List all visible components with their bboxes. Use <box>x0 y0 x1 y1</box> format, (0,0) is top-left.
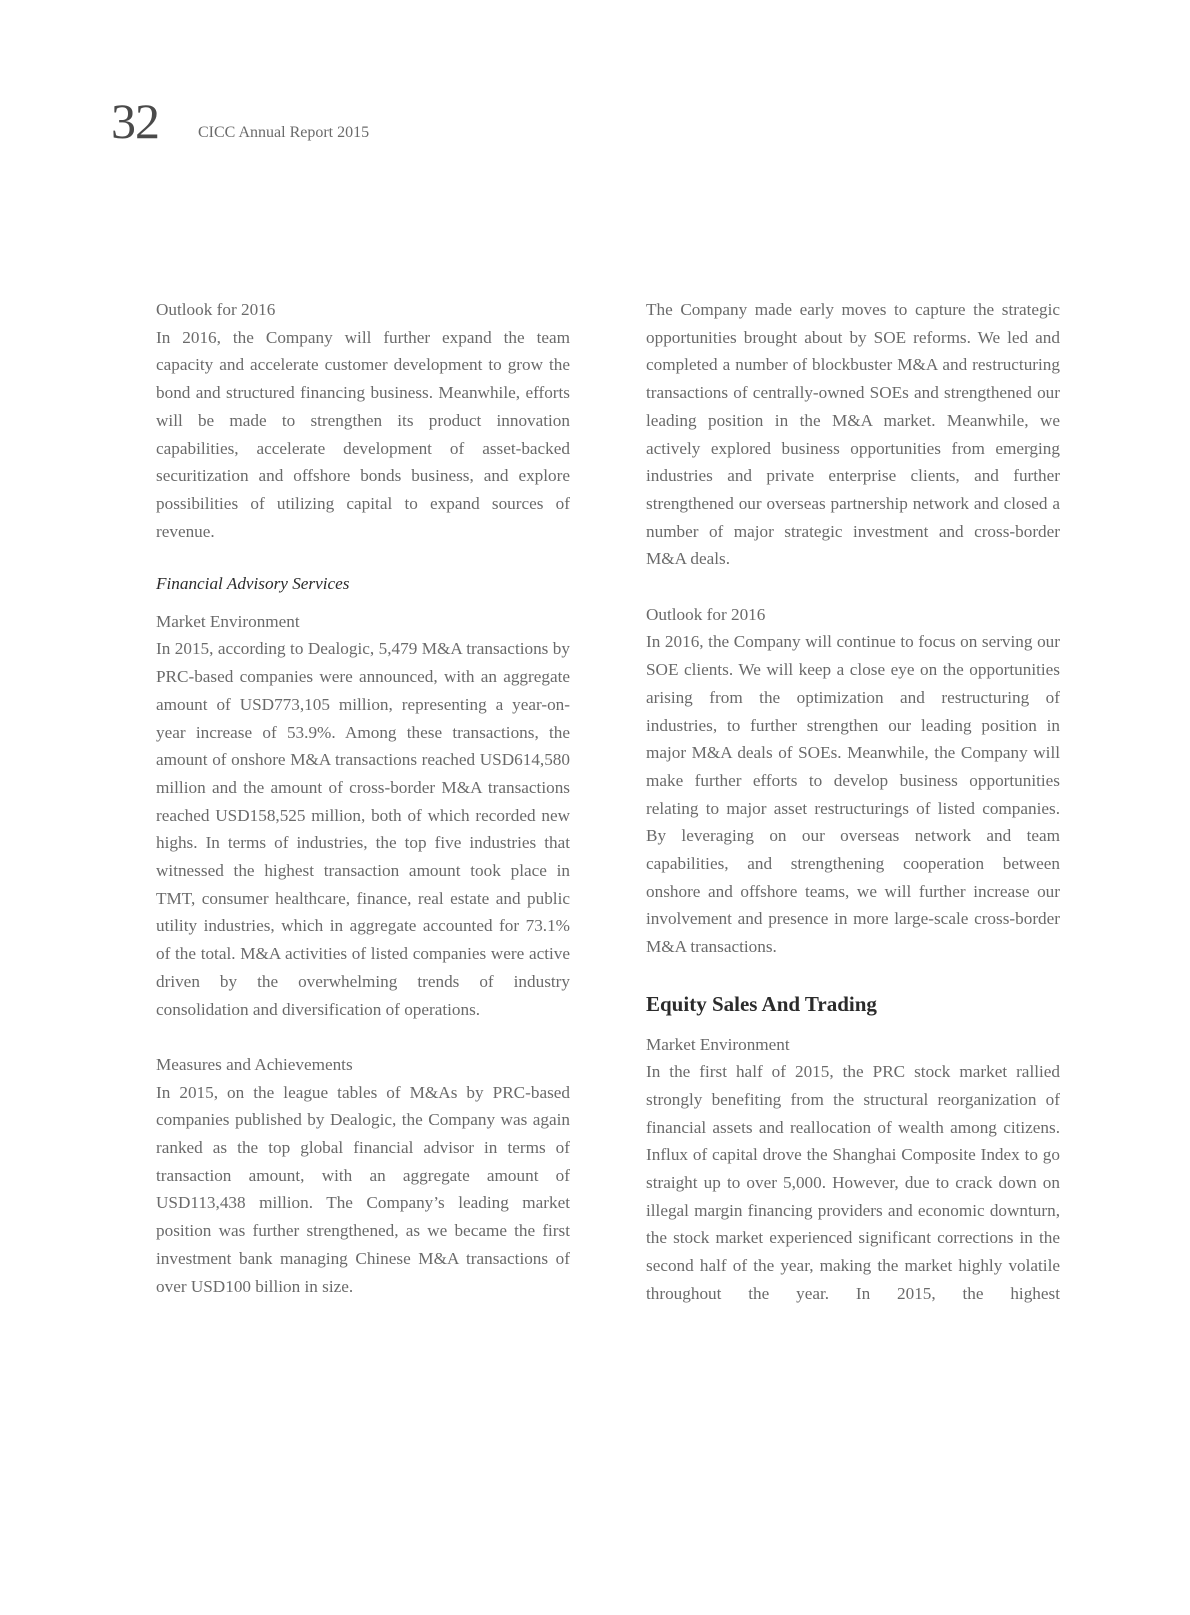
outlook-2016-b-section <box>646 601 1060 961</box>
measures-section <box>156 1051 570 1300</box>
es-market-environment-paragraph: In the first half of 2015, the PRC stock market rallied strongly benefiting from the structural reorganization of financial assets and reallocation of wealth among citizens. Influx of capital drove the Shanghai Composite Index to go straight up to over 5,000. However, due to crack down on illegal margin financing providers and economic downturn, the stock market experienced significant corrections in the second half of the year, making the market highly volatile throughout the year. In 2015, the highest <box>646 1062 1060 1303</box>
es-market-environment-section <box>646 1031 1060 1308</box>
outlook-2016-subheading: Outlook for 2016 <box>156 300 276 319</box>
left-column <box>156 296 570 1328</box>
outlook-2016-section <box>156 296 570 545</box>
outlook-2016-b-paragraph: In 2016, the Company will continue to focus on serving our SOE clients. We will keep a close eye on the opportunities arising from the optimization and restructuring of industries, to further strengthen our leading position in major M&A deals of SOEs. Meanwhile, the Company will make further efforts to develop business opportunities relating to major asset restructurings of listed companies. By leveraging on our overseas network and team capabilities, and strengthening cooperation between onshore and offshore teams, we will further increase our involvement and presence in more large-scale cross-border M&A transactions. <box>646 632 1060 957</box>
financial-advisory-heading: Financial Advisory Services <box>156 574 350 594</box>
continued-section <box>646 296 1060 573</box>
outlook-2016-b-subheading: Outlook for 2016 <box>646 604 766 624</box>
measures-subheading: Measures and Achievements <box>156 1054 353 1074</box>
continued-paragraph: The Company made early moves to capture the strategic opportunities brought about by SOE reforms. We led and completed a number of blockbuster M&A and restructuring transactions of centrally-owned SOEs and strengthened our leading position in the M&A market. Meanwhile, we actively explored business opportunities from emerging industries and private enterprise clients, and further strengthened our overseas partnership network and closed a number of major strategic investment and cross-border M&A deals. <box>646 300 1060 569</box>
fa-market-environment-section <box>156 608 570 1024</box>
fa-market-environment-paragraph: In 2015, according to Dealogic, 5,479 M&A transactions by PRC-based companies were announced, with an aggregate amount of USD773,105 million, representing a year-on-year increase of 53.9%. Among these transactions, the amount of onshore M&A transactions reached USD614,580 million and the amount of cross-border M&A transactions reached USD158,525 million, both of which recorded new highs. In terms of industries, the top five industries that witnessed the highest transaction amount took place in TMT, consumer healthcare, finance, real estate and public utility industries, which in aggregate accounted for 73.1% of the total. M&A activities of listed companies were active driven by the overwhelming trends of industry consolidation and diversification of operations. <box>156 639 570 1019</box>
page-number: 32 <box>111 93 159 149</box>
es-market-environment-subheading: Market Environment <box>646 1034 790 1054</box>
fa-market-environment-subheading: Market Environment <box>156 611 300 631</box>
equity-sales-heading: Equity Sales And Trading <box>646 991 877 1016</box>
outlook-2016-paragraph: In 2016, the Company will further expand the team capacity and accelerate customer development to grow the bond and structured financing business. Meanwhile, efforts will be made to strengthen its product innovation capabilities, accelerate development of asset-backed securitization and offshore bonds business, and explore possibilities of utilizing capital to expand sources of revenue. <box>156 327 570 541</box>
report-title: CICC Annual Report 2015 <box>198 124 370 141</box>
measures-paragraph: In 2015, on the league tables of M&As by PRC-based companies published by Dealogic, the Company was again ranked as the top global financial advisor in terms of transaction amount, with an aggregate amount of USD113,438 million. The Company’s leading market position was further strengthened, as we became the first investment bank managing Chinese M&A transactions of over USD100 billion in size. <box>156 1082 570 1296</box>
right-column <box>646 296 1060 1335</box>
